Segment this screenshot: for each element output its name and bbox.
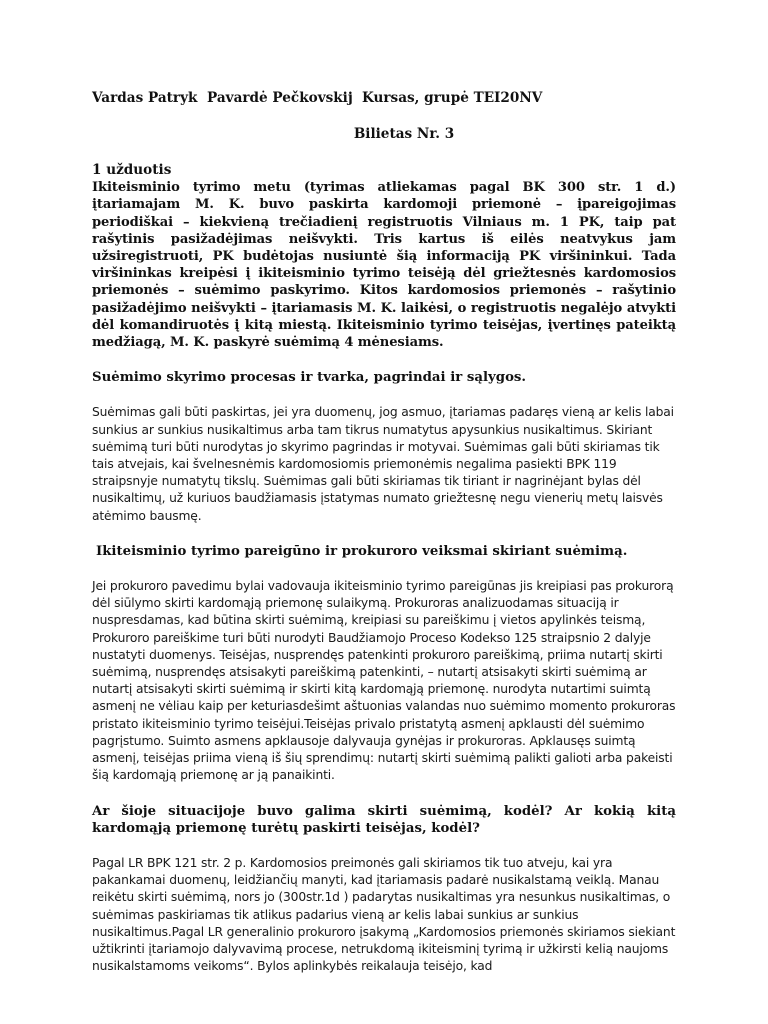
student-name: Vardas Patryk <box>92 90 198 106</box>
answer-3: Pagal LR BPK 121 str. 2 p. Kardomosios preimonės gali skiriamos tik tuo atveju, kai yra pakankamai duomenų, leidžiančių manyti, kad įtariamasis padarė nusikalstamą veiklą. Manau reikėtu skirti suėmimą, nors jo (300str.1d ) padarytas nusikaltimas yra nesunkus nusikaltimas, o suėmimas paskiriamas tik atlikus padarius vieną ar kelis labai sunkius ar sunkius nusikaltimus.Pagal LR generalinio prokuroro įsakymą „Kardomosios priemonės skiriamos siekiant užtikrinti įtariamojo dalyvavimą procese, netrukdomą ikiteisminį tyrimą ir užkirsti kelią naujoms nusikalstamoms veikoms“. Bylos aplinkybės reikalauja teisėjo, kad <box>92 855 676 974</box>
student-course: Kursas, grupė TEI20NV <box>362 90 543 106</box>
answer-1: Suėmimas gali būti paskirtas, jei yra duomenų, jog asmuo, įtariamas padaręs vieną ar kelis labai sunkius ar sunkius nusikaltimus arba tam tikrus numatytus apysunkius nusikaltimus. Skiriant suėmimą turi būti nurodytas jo skyrimo pagrindas ir motyvai. Suėmimas gali būti skiriamas tik tais atvejais, kai švelnesnėmis kardomosiomis priemonėmis negalima pasiekti BPK 119 straipsnyje numatytų tikslų. Suėmimas gali būti skiriamas tik tiriant ir nagrinėjant bylas dėl nusikaltimų, už kuriuos baudžiamasis įstatymas numato griežtesnę negu vienerių metų laisvės atėmimo bausmę. <box>92 405 674 523</box>
question-3: Ar šioje situacijoje buvo galima skirti suėmimą, kodėl? Ar kokią kitą kardomąją priemonę turėtų paskirti teisėjas, kodėl? <box>92 803 676 836</box>
answer-2: Jei prokuroro pavedimu bylai vadovauja ikiteisminio tyrimo pareigūnas jis kreipiasi pas prokurorą dėl siūlymo skirti kardomąją priemonę sulaikymą. Prokuroras analizuodamas situaciją ir nuspresdamas, kad būtina skirti suėmimą, kreipiasi su pareiškimu į vietos apylinkės teismą, Prokuroro pareiškime turi būti nurodyti Baudžiamojo Proceso Kodekso 125 straipsnio 2 dalyje nustatyti duomenys. Teisėjas, nusprendęs patenkinti prokuroro pareiškimą, priima nutartį skirti suėmimą, nusprendęs atsisakyti pareiškimą patenkinti, – nutartį atsisakyti skirti suėmimą ar nutartį atsisakyti skirti suėmimą ir skirti kitą kardomąją priemonę. nurodyta nutartimi suimtą asmenį ne vėliau kaip per keturiasdešimt aštuonias valandas nuo suėmimo momento prokuroras pristato ikiteisminio tyrimo teisėjui.Teisėjas privalo pristatytą asmenį apklausti dėl suėmimo pagrįstumo. Suimto asmens apklausoje dalyvauja gynėjas ir prokuroras. Apklausęs suimtą asmenį, teisėjas priima vieną iš šių sprendimų: nutartį skirti suėmimą palikti galioti arba pakeisti šią kardomąją priemonę ar ją panaikinti. <box>92 579 676 783</box>
task-title: 1 užduotis <box>92 162 172 178</box>
document-page <box>92 88 676 975</box>
student-surname: Pavardė Pečkovskij <box>207 90 353 106</box>
student-header <box>92 88 676 108</box>
ticket-title: Bilietas Nr. 3 <box>353 126 455 142</box>
question-1: Suėmimo skyrimo procesas ir tvarka, pagrindai ir sąlygos. <box>92 370 527 386</box>
task-text: Ikiteisminio tyrimo metu (tyrimas atliekamas pagal BK 300 str. 1 d.) įtariamajam M. K. buvo paskirta kardomoji priemonė – įpareigojimas periodiškai – kiekvieną trečiadienį registruotis Vilniaus m. 1 PK, taip pat rašytinis pasižadėjimas neišvykti. Tris kartus iš eilės neatvykus jam užsiregistruoti, PK budėtojas nusiuntė šią informaciją PK viršininkui. Tada viršininkas kreipėsi į ikiteisminio tyrimo teisėją dėl griežtesnės kardomosios priemonės – suėmimo paskyrimo. Kitos kardomosios priemonės – rašytinio pasižadėjimo neišvykti – įtariamasis M. K. laikėsi, o registruotis negalėjo atvykti dėl komandiruotės į kitą miestą. Ikiteisminio tyrimo teisėjas, įvertinęs pateiktą medžiagą, M. K. paskyrė suėmimą 4 mėnesiams. <box>92 180 676 351</box>
question-2: Ikiteisminio tyrimo pareigūno ir prokuroro veiksmai skiriant suėmimą. <box>96 543 628 559</box>
